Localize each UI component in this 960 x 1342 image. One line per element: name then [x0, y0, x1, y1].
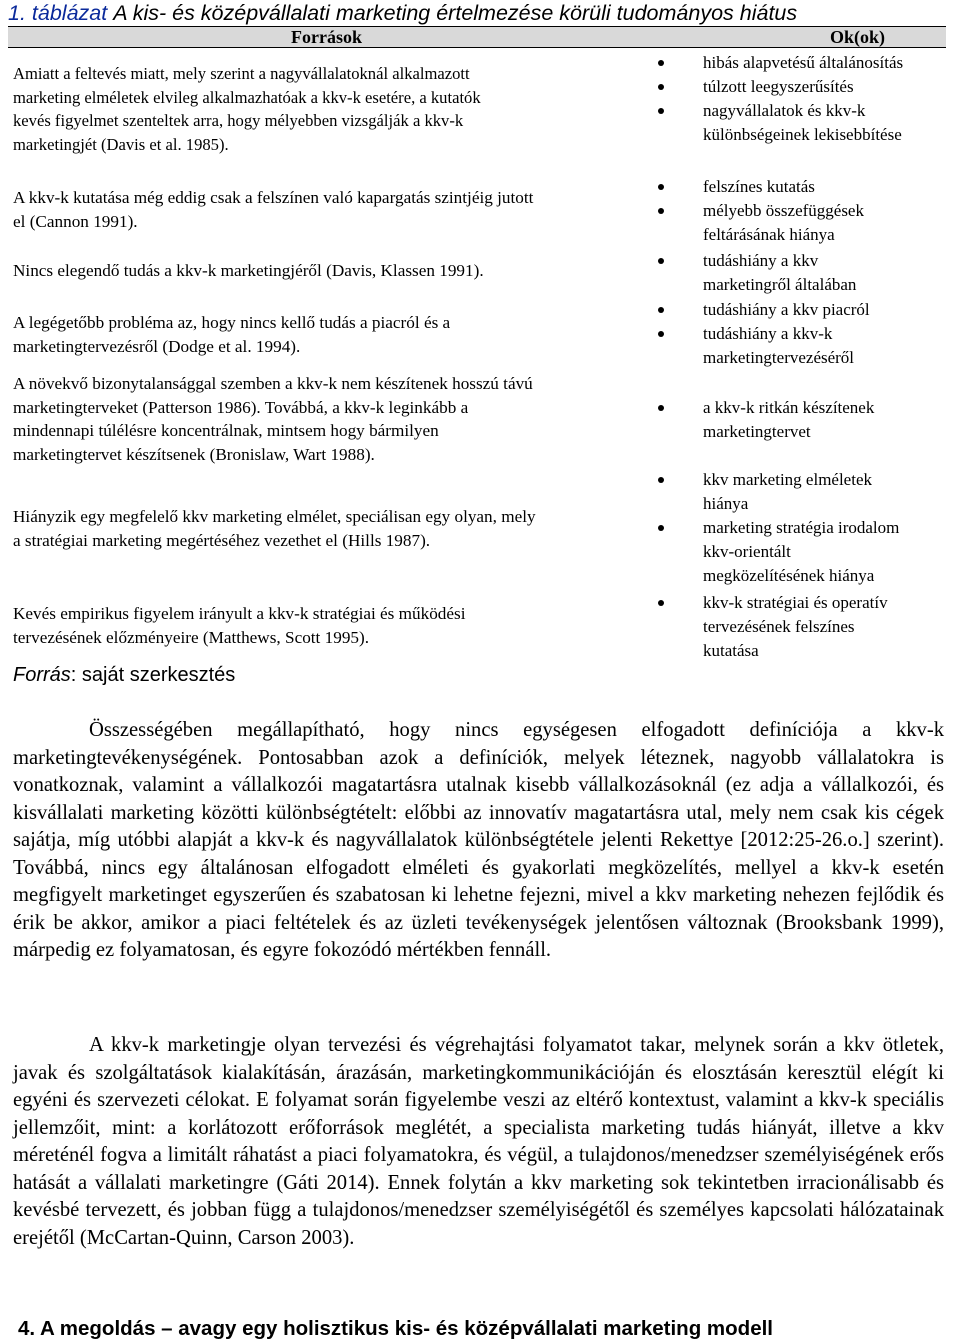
bullet-icon: [658, 108, 664, 114]
source-cell-3: [13, 259, 643, 283]
source-line: marketingterveket (Patterson 1986). Továbbá, a kkv-k leginkább a: [13, 397, 469, 417]
source-line: marketingtervezésről (Dodge et al. 1994).: [13, 336, 301, 356]
source-note-label: Forrás: [13, 664, 71, 686]
source-cell-2: [13, 186, 643, 233]
cause-list-3: [650, 249, 960, 297]
bullet-icon: [658, 331, 664, 337]
source-line: Hiányzik egy megfelelő kkv marketing elmélet, speciálisan egy olyan, mely: [13, 507, 536, 526]
cause-item: hibás alapvetésű általánosítás: [650, 51, 960, 75]
paragraph-text: Összességében megállapítható, hogy nincs egységesen elfogadott definíciója a kkv-k marketingtevékenységének. Pontosabban azok a definíciók, melyek léteznek, nagyobb vállalatokra is vonatkoznak, valamint a vállalkozói magatartásra utalnak kisebb vállalkozásoknál (ez adja a vállalkozói, és kisvállalati marketing közötti különbségtételt: előbbi az innovatív magatartásra utal, mely nem csak kis cégek sajátja, míg utóbbi alapját a kkv-k és nagyvállalatok különbségtétele jelenti Rekettye [2012:25-26.o.] szerint). Továbbá, nincs egy általánosan elfogadott elméleti és gyakorlati megközelítés, mellyel a kkv-k esetén megfigyelt marketinget egyszerűen és szabatosan ki lehetne fejezni, mivel a kkv marketing nehezen fejlődik és érik be akkor, amikor a piaci feltételek és az üzleti tevékenységek jelentősen változnak (Brooksbank 1999), márpedig ez folyamatosan, és egyre fokozódó mértékben fennáll.: [13, 719, 944, 961]
cause-item: kkv marketing elméletek hiánya: [650, 468, 960, 516]
cause-list-7: [650, 591, 960, 663]
bullet-icon: [658, 477, 664, 483]
cause-item: a kkv-k ritkán készítenek marketingtervet: [650, 396, 960, 444]
source-line: marketingjét (Davis et al. 1985).: [13, 134, 229, 154]
source-line: A legégetőbb probléma az, hogy nincs kellő tudás a piacról és a: [13, 313, 451, 332]
table-header-rule: [8, 47, 946, 48]
cause-item: tudáshiány a kkv marketingről általában: [650, 249, 960, 297]
header-sources: Források: [291, 27, 362, 47]
bullet-icon: [658, 307, 664, 313]
source-cell-4: [13, 311, 643, 358]
source-line: A kkv-k kutatása még eddig csak a felszínen való kapargatás szintjéig jutott: [13, 188, 534, 207]
bullet-icon: [658, 208, 664, 214]
bullet-icon: [658, 525, 664, 531]
source-line: tervezésének előzményeire (Matthews, Scott 1995).: [13, 627, 370, 647]
table-number: 1. táblázat: [8, 1, 108, 25]
cause-item: felszínes kutatás: [650, 175, 960, 199]
bullet-icon: [658, 600, 664, 606]
cause-list-6: [650, 468, 960, 588]
source-line: Kevés empirikus figyelem irányult a kkv-k stratégiai és működési: [13, 604, 466, 623]
bullet-icon: [658, 60, 664, 66]
bullet-icon: [658, 405, 664, 411]
source-line: Nincs elegendő tudás a kkv-k marketingjéről (Davis, Klassen 1991).: [13, 261, 484, 280]
source-line: Amiatt a feltevés miatt, mely szerint a nagyvállalatoknál alkalmazott: [13, 64, 470, 83]
header-causes: Ok(ok): [830, 27, 886, 47]
source-cell-1: [13, 62, 643, 156]
bullet-icon: [658, 184, 664, 190]
source-cell-7: [13, 602, 643, 649]
cause-item: tudáshiány a kkv-k marketingtervezéséről: [650, 322, 960, 370]
source-line: marketingtervet készítsenek (Bronislaw, Wart 1988).: [13, 444, 375, 464]
cause-item: tudáshiány a kkv piacról: [650, 298, 960, 322]
cause-item: kkv-k stratégiai és operatív tervezésének felszínes kutatása: [650, 591, 960, 663]
source-line: A növekvő bizonytalansággal szemben a kkv-k nem készítenek hosszú távú: [13, 374, 533, 393]
table-caption: [8, 0, 797, 26]
body-paragraph-1: [13, 717, 944, 965]
source-line: el (Cannon 1991).: [13, 211, 138, 231]
cause-list-4: [650, 298, 960, 370]
cause-list-5: [650, 396, 960, 444]
source-line: kevés figyelmet szenteltek arra, hogy mélyebben vizsgálják a kkv-k: [13, 111, 464, 130]
source-cell-6: [13, 505, 643, 552]
cause-list-1: [650, 51, 960, 147]
cause-item: marketing stratégia irodalom kkv-orientált megközelítésének hiánya: [650, 516, 960, 588]
table-header-band: [8, 27, 946, 47]
cause-item: mélyebb összefüggések feltárásának hiánya: [650, 199, 960, 247]
paragraph-text: A kkv-k marketingje olyan tervezési és végrehajtási folyamatot takar, melynek során a kkv ötletek, javak és szolgáltatások kialakításán, árazásán, marketingkommunikációján és elosztásán keresztül elégít ki egyéni és szervezeti célokat. E folyamat során figyelembe veszi az eltérő kontextust, valamint a kkv-k speciális jellemzőit, mint: a korlátozott erőforrások meglétét, a specialista marketing tudás hiányát, illetve a kkv méreténél fogva a limitált ráhatást a piaci folyamatokra, és végül, a tulajdonos/menedzser személyiségének erős hatását a vállalati marketingre (Gáti 2014). Ennek folytán a kkv marketing sok tekintetben irracionálisabb és kevésbé tervezett, és jobban függ a tulajdonos/menedzser személyiségétől és személyes kapcsolati hálózatainak erejétől (McCartan-Quinn, Carson 2003).: [13, 1034, 944, 1249]
source-line: mindennapi túlélésre koncentrálnak, mintsem hogy bármilyen: [13, 421, 439, 440]
source-note-text: : saját szerkesztés: [70, 664, 236, 686]
cause-list-2: [650, 175, 960, 247]
source-note: [13, 662, 235, 688]
source-line: marketing elméletek elvileg alkalmazhatóak a kkv-k esetére, a kutatók: [13, 87, 481, 107]
bullet-icon: [658, 84, 664, 90]
table-caption-text: A kis- és középvállalati marketing értelmezése körüli tudományos hiátus: [113, 1, 798, 25]
section-heading: 4. A megoldás – avagy egy holisztikus kis- és középvállalati marketing modell: [18, 1317, 773, 1340]
bullet-icon: [658, 258, 664, 264]
cause-item: túlzott leegyszerűsítés: [650, 75, 960, 99]
cause-item: nagyvállalatok és kkv-k különbségeinek lekisebbítése: [650, 99, 960, 147]
source-line: a stratégiai marketing megértéséhez vezethet el (Hills 1987).: [13, 530, 431, 550]
body-paragraph-2: [13, 1032, 944, 1252]
source-cell-5: [13, 372, 643, 466]
